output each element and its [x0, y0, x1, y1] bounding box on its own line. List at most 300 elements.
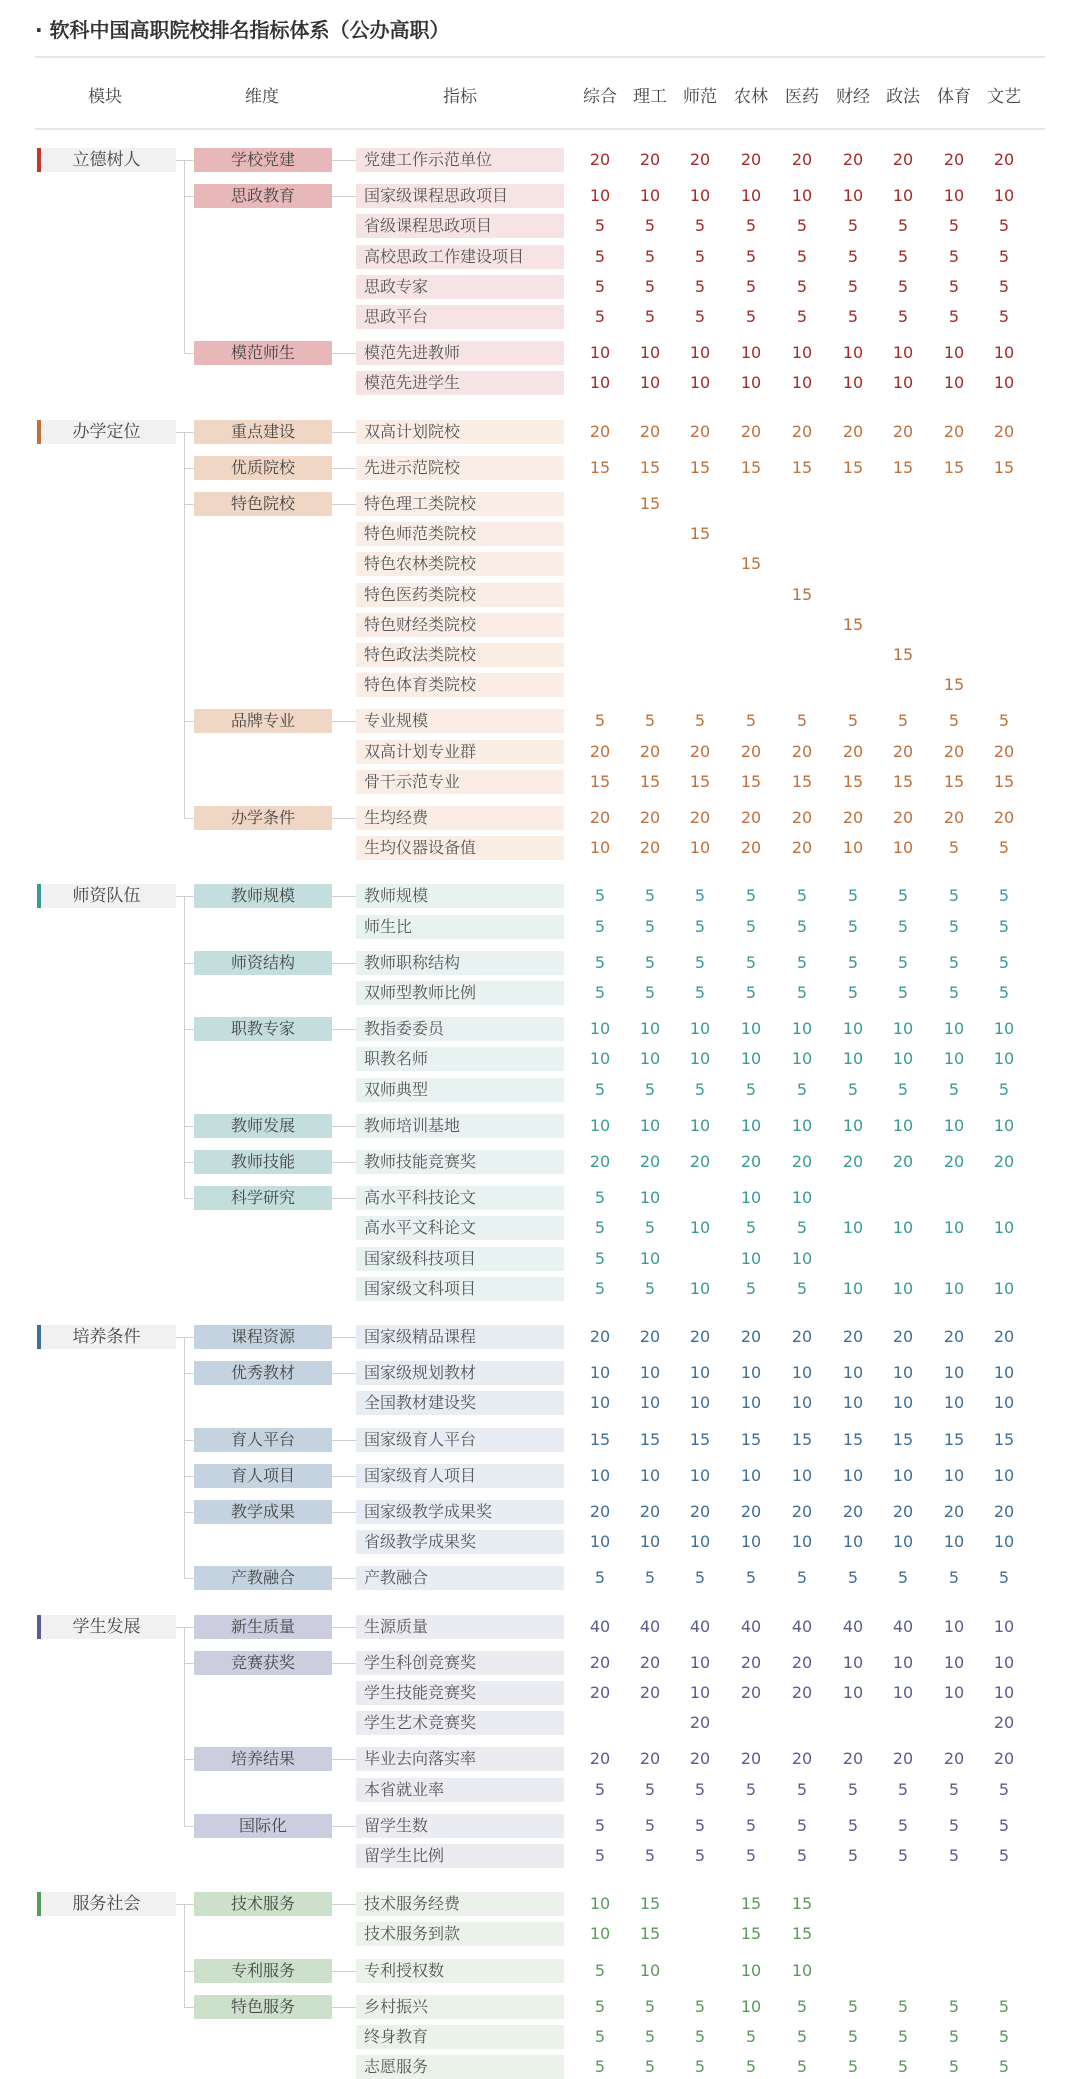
tree-connector	[184, 1126, 194, 1127]
indicator-weight: 10	[589, 1894, 611, 1914]
tree-connector	[184, 2007, 194, 2008]
indicator-weight: 10	[993, 373, 1015, 393]
indicator-weight: 40	[740, 1616, 762, 1636]
tree-connector	[184, 1162, 194, 1163]
indicator-weight: 5	[998, 1568, 1010, 1588]
tree-connector	[176, 896, 184, 897]
indicator-weight: 10	[589, 838, 611, 858]
tree-connector	[332, 1126, 356, 1127]
indicator-weight: 10	[740, 1960, 762, 1980]
indicator-weight: 15	[689, 524, 711, 544]
dimension-label: 优质院校	[194, 456, 332, 480]
tree-connector	[332, 1440, 356, 1441]
indicator-weight: 15	[589, 457, 611, 477]
tree-connector	[176, 1337, 184, 1338]
indicator-weight: 10	[639, 343, 661, 363]
tree-connector	[184, 1826, 194, 1827]
indicator-weight: 5	[594, 1996, 606, 2016]
indicator-weight: 20	[689, 1327, 711, 1346]
indicator-weight: 5	[948, 886, 960, 906]
indicator-weight: 20	[639, 1502, 661, 1521]
indicator-weight: 20	[842, 150, 864, 169]
tree-connector	[332, 963, 356, 964]
indicator-weight: 20	[689, 808, 711, 827]
indicator-weight: 10	[842, 1019, 864, 1039]
module-color-bar	[37, 148, 41, 172]
tree-connector	[332, 1971, 356, 1972]
indicator-weight: 20	[943, 421, 965, 441]
indicator-weight: 20	[892, 150, 914, 169]
tree-connector	[332, 432, 356, 433]
tree-connector	[332, 2007, 356, 2008]
indicator-weight: 5	[644, 2027, 656, 2046]
indicator-weight: 5	[998, 246, 1010, 266]
indicator-weight: 10	[740, 1248, 762, 1268]
indicator-label: 国家级育人项目	[356, 1464, 564, 1488]
module-color-bar	[37, 1325, 41, 1349]
indicator-weight: 5	[847, 276, 859, 296]
indicator-weight: 5	[948, 246, 960, 266]
indicator-weight: 5	[594, 246, 606, 266]
indicator-weight: 20	[740, 150, 762, 169]
header-indicator: 指标	[443, 87, 477, 107]
indicator-weight: 5	[745, 916, 757, 936]
indicator-label: 本省就业率	[356, 1778, 564, 1802]
indicator-weight: 5	[796, 952, 808, 972]
indicator-label: 国家级课程思政项目	[356, 184, 564, 208]
indicator-weight: 20	[791, 808, 813, 827]
indicator-weight: 5	[897, 711, 909, 731]
indicator-weight: 15	[740, 554, 762, 574]
indicator-weight: 20	[892, 808, 914, 827]
indicator-weight: 5	[594, 1079, 606, 1099]
module-label: 培养条件	[37, 1325, 176, 1349]
indicator-weight: 20	[842, 1502, 864, 1521]
tree-connector	[184, 1663, 194, 1664]
indicator-weight: 5	[644, 2057, 656, 2077]
indicator-weight: 10	[943, 1532, 965, 1552]
indicator-weight: 15	[791, 1429, 813, 1449]
indicator-weight: 5	[796, 2027, 808, 2046]
indicator-weight: 20	[943, 1749, 965, 1769]
indicator-weight: 20	[892, 741, 914, 761]
indicator-weight: 10	[689, 343, 711, 363]
indicator-weight: 10	[589, 343, 611, 363]
tree-connector	[332, 160, 356, 161]
indicator-weight: 5	[694, 1568, 706, 1588]
tree-connector	[184, 1337, 185, 1578]
tree-connector	[184, 196, 194, 197]
tree-connector	[184, 1971, 194, 1972]
indicator-weight: 5	[796, 246, 808, 266]
indicator-weight: 5	[796, 1568, 808, 1588]
indicator-label: 高水平文科论文	[356, 1216, 564, 1240]
indicator-weight: 10	[892, 1532, 914, 1552]
indicator-weight: 20	[842, 741, 864, 761]
indicator-weight: 15	[639, 771, 661, 791]
dimension-label: 职教专家	[194, 1017, 332, 1041]
indicator-label: 生均经费	[356, 806, 564, 830]
dimension-label: 特色服务	[194, 1995, 332, 2019]
indicator-label: 教师职称结构	[356, 951, 564, 975]
indicator-label: 特色师范类院校	[356, 522, 564, 546]
indicator-weight: 5	[745, 711, 757, 731]
indicator-weight: 10	[740, 186, 762, 206]
indicator-label: 特色理工类院校	[356, 492, 564, 516]
indicator-weight: 10	[892, 1218, 914, 1238]
indicator-weight: 20	[589, 741, 611, 761]
indicator-weight: 5	[745, 1846, 757, 1865]
indicator-weight: 20	[943, 1152, 965, 1171]
indicator-weight: 20	[740, 1152, 762, 1171]
tree-connector	[176, 1627, 184, 1628]
indicator-weight: 5	[694, 276, 706, 296]
indicator-weight: 20	[589, 1749, 611, 1769]
indicator-weight: 15	[791, 1894, 813, 1914]
column-header: 综合	[583, 87, 617, 107]
indicator-weight: 10	[993, 1278, 1015, 1298]
tree-connector	[184, 1440, 194, 1441]
indicator-weight: 10	[842, 343, 864, 363]
indicator-weight: 10	[993, 1616, 1015, 1636]
indicator-weight: 5	[644, 1568, 656, 1588]
indicator-weight: 20	[791, 838, 813, 858]
indicator-weight: 10	[791, 1248, 813, 1268]
indicator-weight: 5	[745, 307, 757, 326]
indicator-weight: 10	[740, 343, 762, 363]
indicator-weight: 5	[897, 952, 909, 972]
indicator-weight: 10	[689, 1465, 711, 1485]
indicator-weight: 5	[796, 1218, 808, 1238]
indicator-weight: 15	[842, 771, 864, 791]
indicator-weight: 5	[948, 307, 960, 326]
indicator-weight: 10	[791, 373, 813, 393]
indicator-weight: 5	[897, 276, 909, 296]
indicator-label: 省级课程思政项目	[356, 214, 564, 238]
indicator-weight: 5	[897, 246, 909, 266]
tree-connector	[332, 1512, 356, 1513]
indicator-weight: 10	[842, 1393, 864, 1413]
indicator-label: 思政平台	[356, 305, 564, 329]
module-label: 服务社会	[37, 1892, 176, 1916]
indicator-weight: 15	[943, 675, 965, 695]
tree-connector	[184, 432, 185, 818]
indicator-weight: 5	[847, 952, 859, 972]
indicator-weight: 10	[842, 1218, 864, 1238]
indicator-weight: 20	[740, 838, 762, 858]
dimension-label: 特色院校	[194, 492, 332, 516]
tree-connector	[184, 1029, 194, 1030]
column-header: 医药	[785, 87, 819, 107]
indicator-weight: 20	[791, 1652, 813, 1672]
indicator-weight: 5	[694, 983, 706, 1002]
tree-connector	[332, 504, 356, 505]
indicator-weight: 15	[639, 494, 661, 513]
indicator-weight: 5	[644, 276, 656, 296]
indicator-weight: 5	[594, 916, 606, 936]
indicator-weight: 5	[594, 2057, 606, 2077]
indicator-weight: 5	[998, 216, 1010, 236]
tree-connector	[184, 504, 194, 505]
indicator-weight: 10	[842, 1115, 864, 1135]
indicator-weight: 10	[689, 373, 711, 393]
tree-connector	[332, 1198, 356, 1199]
indicator-weight: 5	[644, 1846, 656, 1865]
indicator-weight: 10	[791, 1115, 813, 1135]
indicator-weight: 5	[847, 886, 859, 906]
indicator-weight: 20	[943, 1502, 965, 1521]
tree-connector	[332, 896, 356, 897]
indicator-weight: 5	[897, 307, 909, 326]
indicator-weight: 10	[639, 1049, 661, 1069]
indicator-label: 双高计划院校	[356, 420, 564, 444]
indicator-weight: 5	[745, 1779, 757, 1799]
indicator-weight: 5	[796, 276, 808, 296]
indicator-weight: 5	[594, 1960, 606, 1980]
indicator-weight: 15	[943, 771, 965, 791]
indicator-weight: 20	[740, 1749, 762, 1769]
indicator-weight: 5	[644, 246, 656, 266]
indicator-weight: 10	[993, 1049, 1015, 1069]
indicator-weight: 10	[943, 186, 965, 206]
indicator-weight: 5	[998, 1815, 1010, 1835]
indicator-weight: 5	[796, 216, 808, 236]
dimension-label: 教学成果	[194, 1500, 332, 1524]
indicator-weight: 10	[639, 373, 661, 393]
indicator-label: 教指委委员	[356, 1017, 564, 1041]
tree-connector	[332, 721, 356, 722]
indicator-label: 教师规模	[356, 884, 564, 908]
indicator-weight: 10	[943, 343, 965, 363]
indicator-weight: 15	[892, 1429, 914, 1449]
indicator-weight: 5	[998, 2057, 1010, 2077]
indicator-weight: 20	[791, 1749, 813, 1769]
indicator-weight: 10	[993, 186, 1015, 206]
module-label: 立德树人	[37, 148, 176, 172]
dimension-label: 课程资源	[194, 1325, 332, 1349]
indicator-weight: 10	[842, 1683, 864, 1702]
indicator-weight: 5	[594, 216, 606, 236]
indicator-weight: 5	[644, 1779, 656, 1799]
indicator-label: 模范先进教师	[356, 341, 564, 365]
indicator-weight: 10	[993, 1532, 1015, 1552]
indicator-weight: 10	[892, 343, 914, 363]
indicator-weight: 5	[644, 886, 656, 906]
indicator-weight: 10	[892, 1465, 914, 1485]
indicator-weight: 5	[644, 916, 656, 936]
indicator-weight: 5	[948, 276, 960, 296]
indicator-weight: 20	[589, 421, 611, 441]
indicator-weight: 5	[897, 216, 909, 236]
indicator-weight: 10	[689, 1532, 711, 1552]
tree-connector	[332, 1337, 356, 1338]
indicator-weight: 5	[847, 216, 859, 236]
indicator-weight: 10	[589, 1532, 611, 1552]
indicator-weight: 5	[796, 916, 808, 936]
indicator-weight: 40	[639, 1616, 661, 1636]
indicator-weight: 10	[791, 1532, 813, 1552]
indicator-weight: 5	[594, 1846, 606, 1865]
indicator-weight: 10	[589, 1115, 611, 1135]
indicator-weight: 15	[589, 1429, 611, 1449]
tree-connector	[184, 1904, 185, 2007]
indicator-weight: 5	[847, 1568, 859, 1588]
indicator-weight: 20	[740, 1502, 762, 1521]
indicator-weight: 20	[993, 1749, 1015, 1769]
indicator-weight: 10	[589, 1465, 611, 1485]
indicator-weight: 5	[796, 1846, 808, 1865]
indicator-label: 志愿服务	[356, 2055, 564, 2079]
column-header: 文艺	[987, 87, 1021, 107]
dimension-label: 技术服务	[194, 1892, 332, 1916]
indicator-weight: 5	[694, 886, 706, 906]
dimension-label: 师资结构	[194, 951, 332, 975]
indicator-weight: 5	[694, 1815, 706, 1835]
indicator-weight: 10	[892, 1393, 914, 1413]
indicator-weight: 20	[689, 741, 711, 761]
indicator-label: 学生艺术竞赛奖	[356, 1711, 564, 1735]
indicator-weight: 5	[847, 246, 859, 266]
indicator-weight: 20	[993, 150, 1015, 169]
dimension-label: 教师技能	[194, 1150, 332, 1174]
indicator-label: 特色体育类院校	[356, 673, 564, 697]
indicator-label: 党建工作示范单位	[356, 148, 564, 172]
indicator-weight: 5	[594, 711, 606, 731]
indicator-weight: 10	[589, 1924, 611, 1944]
indicator-weight: 20	[842, 1327, 864, 1346]
indicator-weight: 20	[892, 1327, 914, 1346]
tree-connector	[332, 818, 356, 819]
indicator-weight: 10	[943, 1652, 965, 1672]
dimension-label: 产教融合	[194, 1566, 332, 1590]
indicator-weight: 20	[740, 741, 762, 761]
indicator-weight: 5	[796, 1079, 808, 1099]
indicator-weight: 10	[943, 373, 965, 393]
indicator-weight: 10	[791, 1363, 813, 1383]
indicator-weight: 15	[892, 771, 914, 791]
indicator-weight: 20	[842, 1152, 864, 1171]
tree-connector	[332, 1826, 356, 1827]
indicator-weight: 15	[842, 457, 864, 477]
indicator-weight: 20	[892, 421, 914, 441]
indicator-weight: 5	[594, 1278, 606, 1298]
indicator-label: 专业规模	[356, 709, 564, 733]
indicator-weight: 20	[740, 421, 762, 441]
indicator-weight: 10	[589, 1049, 611, 1069]
indicator-weight: 5	[745, 952, 757, 972]
indicator-weight: 5	[948, 1996, 960, 2016]
dimension-label: 重点建设	[194, 420, 332, 444]
indicator-label: 国家级规划教材	[356, 1361, 564, 1385]
indicator-weight: 5	[694, 246, 706, 266]
column-header: 财经	[836, 87, 870, 107]
indicator-weight: 40	[791, 1616, 813, 1636]
indicator-weight: 10	[892, 1363, 914, 1383]
indicator-weight: 5	[948, 1079, 960, 1099]
indicator-weight: 5	[948, 216, 960, 236]
indicator-weight: 5	[694, 711, 706, 731]
indicator-weight: 20	[589, 1152, 611, 1171]
indicator-weight: 5	[847, 2057, 859, 2077]
indicator-weight: 10	[892, 838, 914, 858]
indicator-weight: 15	[639, 1924, 661, 1944]
indicator-weight: 15	[892, 645, 914, 664]
indicator-weight: 5	[796, 1779, 808, 1799]
indicator-weight: 5	[594, 983, 606, 1002]
indicator-weight: 15	[791, 1924, 813, 1944]
indicator-weight: 15	[639, 457, 661, 477]
indicator-weight: 5	[694, 2027, 706, 2046]
indicator-weight: 20	[589, 1683, 611, 1702]
indicator-weight: 10	[892, 373, 914, 393]
indicator-weight: 15	[639, 1429, 661, 1449]
indicator-weight: 5	[745, 886, 757, 906]
indicator-weight: 15	[740, 771, 762, 791]
module-color-bar	[37, 1615, 41, 1639]
module-color-bar	[37, 420, 41, 444]
indicator-label: 师生比	[356, 915, 564, 939]
indicator-weight: 20	[639, 1152, 661, 1171]
indicator-weight: 20	[791, 1502, 813, 1521]
indicator-label: 国家级科技项目	[356, 1247, 564, 1271]
indicator-label: 技术服务经费	[356, 1892, 564, 1916]
indicator-weight: 5	[948, 916, 960, 936]
indicator-weight: 10	[589, 1393, 611, 1413]
indicator-weight: 5	[847, 1815, 859, 1835]
indicator-label: 学生技能竞赛奖	[356, 1681, 564, 1705]
indicator-weight: 5	[644, 216, 656, 236]
indicator-weight: 10	[993, 1652, 1015, 1672]
indicator-weight: 5	[644, 952, 656, 972]
indicator-weight: 10	[791, 1019, 813, 1039]
indicator-weight: 5	[745, 2027, 757, 2046]
indicator-weight: 5	[594, 307, 606, 326]
indicator-label: 省级教学成果奖	[356, 1530, 564, 1554]
indicator-weight: 10	[892, 1683, 914, 1702]
indicator-weight: 20	[892, 1502, 914, 1521]
indicator-weight: 5	[897, 886, 909, 906]
indicator-weight: 20	[639, 1327, 661, 1346]
indicator-weight: 5	[796, 307, 808, 326]
indicator-label: 教师培训基地	[356, 1114, 564, 1138]
indicator-weight: 5	[694, 1996, 706, 2016]
tree-connector	[332, 1578, 356, 1579]
indicator-weight: 5	[897, 983, 909, 1002]
indicator-weight: 5	[847, 307, 859, 326]
indicator-weight: 20	[791, 421, 813, 441]
indicator-weight: 15	[993, 1429, 1015, 1449]
indicator-weight: 10	[892, 186, 914, 206]
indicator-label: 全国教材建设奖	[356, 1391, 564, 1415]
indicator-weight: 5	[694, 216, 706, 236]
indicator-weight: 20	[589, 150, 611, 169]
indicator-label: 职教名师	[356, 1047, 564, 1071]
indicator-weight: 5	[745, 983, 757, 1002]
indicator-weight: 5	[594, 1815, 606, 1835]
indicator-weight: 20	[993, 1327, 1015, 1346]
indicator-weight: 10	[689, 1393, 711, 1413]
indicator-weight: 5	[847, 983, 859, 1002]
indicator-weight: 20	[589, 1502, 611, 1521]
column-header: 体育	[937, 87, 971, 107]
indicator-label: 技术服务到款	[356, 1922, 564, 1946]
indicator-weight: 5	[897, 1996, 909, 2016]
indicator-weight: 20	[689, 421, 711, 441]
indicator-label: 乡村振兴	[356, 1995, 564, 2019]
indicator-weight: 40	[689, 1616, 711, 1636]
indicator-weight: 5	[694, 307, 706, 326]
indicator-weight: 15	[842, 1429, 864, 1449]
